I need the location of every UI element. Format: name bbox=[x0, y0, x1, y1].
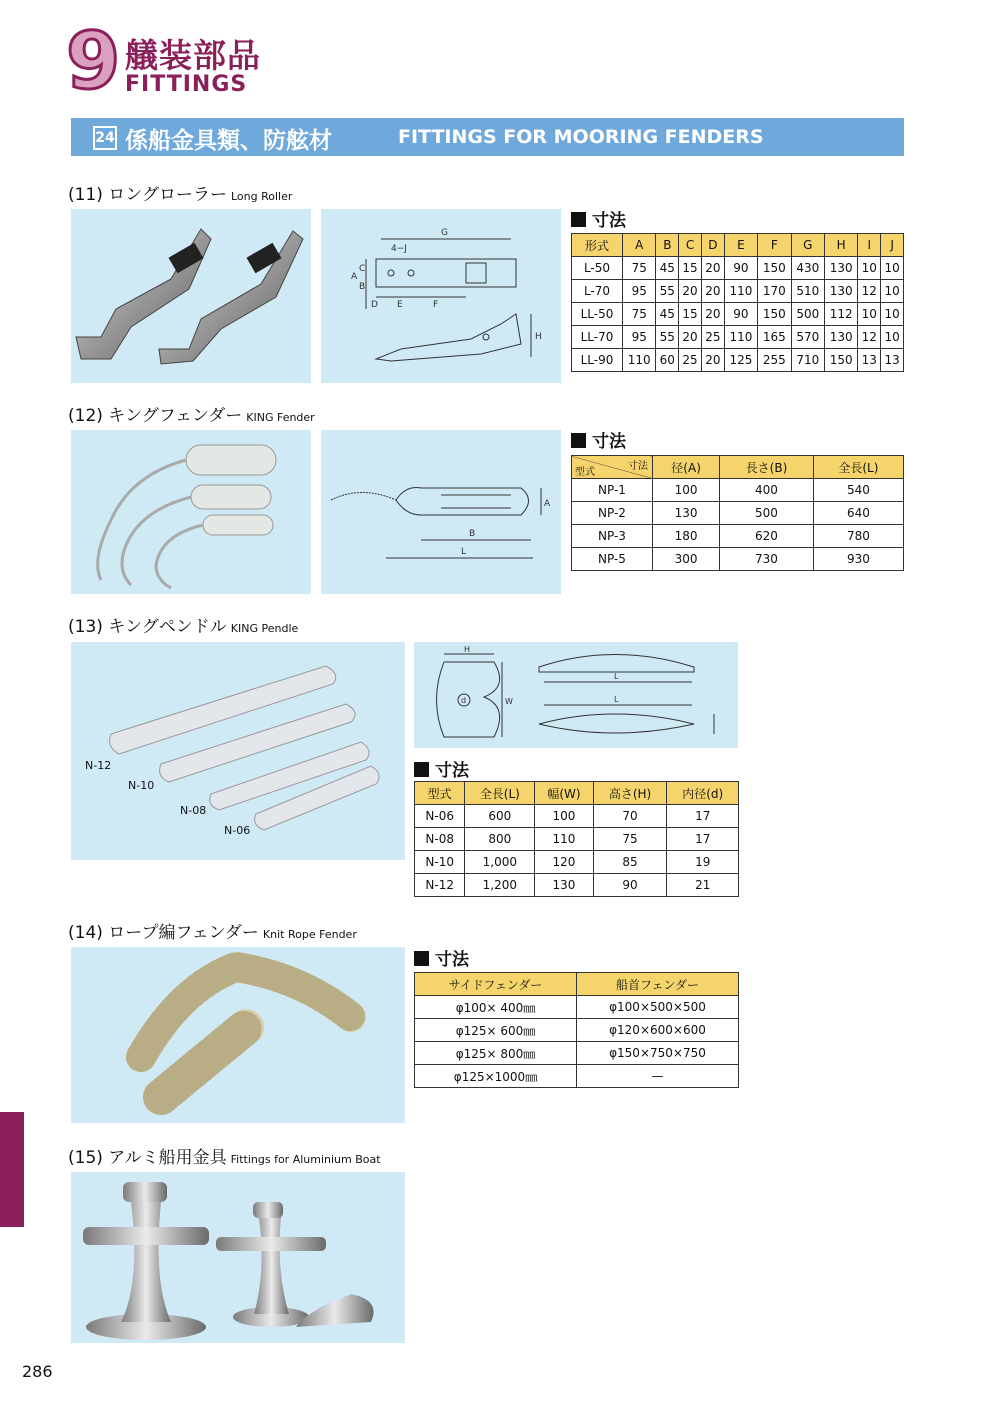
table-cell: 21 bbox=[667, 874, 739, 897]
table-cell: φ120×600×600 bbox=[577, 1019, 739, 1042]
chapter-margin-tab bbox=[0, 1112, 24, 1227]
chapter-title-en: FITTINGS bbox=[125, 72, 248, 97]
table-cell: 95 bbox=[623, 280, 656, 303]
table-cell: 17 bbox=[667, 805, 739, 828]
table-cell: 10 bbox=[881, 303, 904, 326]
table-cell: 20 bbox=[701, 280, 724, 303]
table-cell: 長さ(B) bbox=[720, 456, 814, 479]
header-corner-cell: 寸法 型式 bbox=[572, 456, 653, 479]
table-row bbox=[415, 1065, 739, 1088]
long-roller-table bbox=[571, 233, 904, 372]
table-cell: φ125× 800㎜ bbox=[415, 1042, 577, 1065]
aluminium-fittings-photo bbox=[71, 1172, 405, 1343]
table-row bbox=[572, 502, 904, 525]
table-cell: 45 bbox=[656, 257, 679, 280]
table-row bbox=[415, 1042, 739, 1065]
table-cell: 95 bbox=[623, 326, 656, 349]
table-cell: N-10 bbox=[415, 851, 465, 874]
table-cell: 800 bbox=[465, 828, 535, 851]
table-cell: NP-5 bbox=[572, 548, 653, 571]
dim-label-b: B bbox=[469, 529, 476, 539]
table-cell: L-70 bbox=[572, 280, 623, 303]
dim-label-d: d bbox=[461, 696, 467, 705]
table-cell: I bbox=[858, 234, 881, 257]
dim-heading-label: 寸法 bbox=[592, 432, 626, 452]
chapter-title-jp: 艤装部品 bbox=[125, 36, 261, 75]
table-cell: 620 bbox=[720, 525, 814, 548]
dim-label-l: L bbox=[461, 547, 467, 557]
king-fender-image bbox=[71, 430, 311, 594]
table-cell: 110 bbox=[623, 349, 656, 372]
banner-title-jp: 係船金具類、防舷材 bbox=[125, 128, 332, 154]
table-cell: 10 bbox=[881, 280, 904, 303]
table-cell: 125 bbox=[724, 349, 757, 372]
table-cell: 300 bbox=[653, 548, 720, 571]
table-cell: F bbox=[758, 234, 791, 257]
table-cell: 55 bbox=[656, 280, 679, 303]
section-banner bbox=[71, 118, 904, 156]
long-roller-drawing bbox=[321, 209, 561, 383]
table-cell: 710 bbox=[791, 349, 824, 372]
king-fender-drawing bbox=[321, 430, 561, 594]
dim-label-h: H bbox=[464, 645, 471, 654]
dim-label-l-top: L bbox=[614, 672, 619, 681]
table-row bbox=[572, 326, 904, 349]
long-roller-photo bbox=[71, 209, 311, 383]
king-fender-diagram bbox=[321, 430, 561, 594]
table-cell: 高さ(H) bbox=[593, 782, 667, 805]
table-cell: NP-3 bbox=[572, 525, 653, 548]
banner-number: 24 bbox=[93, 126, 117, 150]
king-fender-photo bbox=[71, 430, 311, 594]
section-14-title-en: Knit Rope Fender bbox=[262, 928, 357, 941]
table-row bbox=[415, 805, 739, 828]
table-cell: 255 bbox=[758, 349, 791, 372]
section-12-title bbox=[68, 401, 315, 426]
table-cell: 17 bbox=[667, 828, 739, 851]
table-cell: サイドフェンダー bbox=[415, 973, 577, 996]
table-cell: 20 bbox=[679, 326, 702, 349]
table-cell: 112 bbox=[824, 303, 857, 326]
section-15-title bbox=[68, 1143, 381, 1168]
section-13-title-en: KING Pendle bbox=[230, 622, 299, 635]
table-cell: 165 bbox=[758, 326, 791, 349]
table-cell: 19 bbox=[667, 851, 739, 874]
dim-heading-11 bbox=[571, 206, 626, 231]
photo-label-n10: N-10 bbox=[128, 779, 155, 792]
table-cell: 20 bbox=[679, 280, 702, 303]
square-bullet-icon bbox=[414, 762, 429, 777]
table-header-row bbox=[572, 234, 904, 257]
table-cell: D bbox=[701, 234, 724, 257]
table-cell: 570 bbox=[791, 326, 824, 349]
dim-label-a: A bbox=[351, 272, 358, 282]
chapter-number: 9 bbox=[66, 17, 121, 107]
rope-fender-photo bbox=[71, 947, 405, 1123]
table-cell: 13 bbox=[881, 349, 904, 372]
table-cell: A bbox=[623, 234, 656, 257]
photo-label-n06: N-06 bbox=[224, 824, 251, 837]
table-cell: 15 bbox=[679, 257, 702, 280]
table-cell: 90 bbox=[593, 874, 667, 897]
table-cell: 100 bbox=[535, 805, 593, 828]
table-cell: 100 bbox=[653, 479, 720, 502]
section-12-title-jp: (12) キングフェンダー bbox=[68, 406, 243, 426]
table-cell: 20 bbox=[701, 303, 724, 326]
table-cell: 型式 bbox=[415, 782, 465, 805]
section-15-title-jp: (15) アルミ船用金具 bbox=[68, 1148, 227, 1168]
king-fender-table bbox=[571, 455, 904, 571]
dim-label-w: W bbox=[505, 697, 513, 706]
table-cell: 全長(L) bbox=[465, 782, 535, 805]
table-cell: C bbox=[679, 234, 702, 257]
section-14-title bbox=[68, 918, 357, 943]
table-cell: 600 bbox=[465, 805, 535, 828]
table-cell: 13 bbox=[858, 349, 881, 372]
section-11-title-en: Long Roller bbox=[230, 190, 293, 203]
table-cell: 180 bbox=[653, 525, 720, 548]
table-cell: 540 bbox=[813, 479, 903, 502]
table-cell: NP-2 bbox=[572, 502, 653, 525]
table-row bbox=[415, 996, 739, 1019]
table-cell: N-08 bbox=[415, 828, 465, 851]
table-cell: NP-1 bbox=[572, 479, 653, 502]
table-cell: 90 bbox=[724, 303, 757, 326]
table-cell: 500 bbox=[720, 502, 814, 525]
dim-label-f: F bbox=[433, 300, 439, 310]
dim-label-g: G bbox=[441, 228, 448, 238]
dim-label-d: D bbox=[371, 300, 378, 310]
table-cell: 110 bbox=[724, 280, 757, 303]
table-cell: 110 bbox=[724, 326, 757, 349]
table-row bbox=[572, 280, 904, 303]
section-12-title-en: KING Fender bbox=[246, 411, 315, 424]
table-cell: 150 bbox=[758, 257, 791, 280]
table-cell: 船首フェンダー bbox=[577, 973, 739, 996]
table-row bbox=[572, 349, 904, 372]
table-cell: 75 bbox=[593, 828, 667, 851]
table-cell: φ125× 600㎜ bbox=[415, 1019, 577, 1042]
table-cell: 85 bbox=[593, 851, 667, 874]
table-cell: 730 bbox=[720, 548, 814, 571]
long-roller-image bbox=[71, 209, 311, 383]
section-15-title-en: Fittings for Aluminium Boat bbox=[230, 1153, 381, 1166]
table-cell: 170 bbox=[758, 280, 791, 303]
table-row bbox=[415, 1019, 739, 1042]
dim-heading-label: 寸法 bbox=[592, 211, 626, 231]
table-cell: 10 bbox=[858, 257, 881, 280]
table-cell: E bbox=[724, 234, 757, 257]
table-cell: 内径(d) bbox=[667, 782, 739, 805]
section-14-title-jp: (14) ロープ編フェンダー bbox=[68, 923, 259, 943]
table-row bbox=[415, 851, 739, 874]
dim-label-b: B bbox=[359, 282, 366, 292]
table-header-row bbox=[572, 456, 904, 479]
table-cell: N-12 bbox=[415, 874, 465, 897]
table-cell: 90 bbox=[724, 257, 757, 280]
table-row bbox=[572, 257, 904, 280]
table-cell: LL-70 bbox=[572, 326, 623, 349]
table-cell: 45 bbox=[656, 303, 679, 326]
dim-label-j: 4−J bbox=[391, 244, 407, 254]
table-row bbox=[572, 525, 904, 548]
section-13-title bbox=[68, 612, 298, 637]
page-number: 286 bbox=[22, 1362, 53, 1381]
table-cell: 130 bbox=[653, 502, 720, 525]
table-cell: 930 bbox=[813, 548, 903, 571]
table-cell: 10 bbox=[881, 326, 904, 349]
dim-label-l-bottom: L bbox=[614, 695, 619, 704]
dim-heading-label: 寸法 bbox=[435, 761, 469, 781]
table-cell: J bbox=[881, 234, 904, 257]
dim-heading-12 bbox=[571, 427, 626, 452]
table-cell: 130 bbox=[824, 280, 857, 303]
table-cell: 60 bbox=[656, 349, 679, 372]
table-cell: 780 bbox=[813, 525, 903, 548]
table-cell: 1,200 bbox=[465, 874, 535, 897]
square-bullet-icon bbox=[571, 212, 586, 227]
dim-label-c: C bbox=[359, 264, 366, 274]
table-cell: φ125×1000㎜ bbox=[415, 1065, 577, 1088]
table-cell: 55 bbox=[656, 326, 679, 349]
dim-heading-label: 寸法 bbox=[435, 950, 469, 970]
table-cell: 形式 bbox=[572, 234, 623, 257]
table-cell: 430 bbox=[791, 257, 824, 280]
table-cell: LL-50 bbox=[572, 303, 623, 326]
rope-fender-image bbox=[71, 947, 405, 1123]
table-cell: 75 bbox=[623, 303, 656, 326]
long-roller-diagram bbox=[321, 209, 561, 383]
table-cell: 150 bbox=[824, 349, 857, 372]
table-row bbox=[572, 303, 904, 326]
table-cell: 500 bbox=[791, 303, 824, 326]
table-cell: φ100× 400㎜ bbox=[415, 996, 577, 1019]
king-pendle-table bbox=[414, 781, 739, 897]
table-cell: 510 bbox=[791, 280, 824, 303]
table-cell: G bbox=[791, 234, 824, 257]
table-row bbox=[415, 828, 739, 851]
king-pendle-photo bbox=[71, 642, 405, 860]
table-cell: — bbox=[577, 1065, 739, 1088]
rope-fender-table bbox=[414, 972, 739, 1088]
square-bullet-icon bbox=[414, 951, 429, 966]
section-13-title-jp: (13) キングペンドル bbox=[68, 617, 227, 637]
table-cell: N-06 bbox=[415, 805, 465, 828]
table-cell: 全長(L) bbox=[813, 456, 903, 479]
square-bullet-icon bbox=[571, 433, 586, 448]
aluminium-fittings-image bbox=[71, 1172, 405, 1343]
table-cell: 130 bbox=[824, 326, 857, 349]
dim-heading-14 bbox=[414, 945, 469, 970]
table-cell: B bbox=[656, 234, 679, 257]
dim-label-h: H bbox=[535, 332, 542, 342]
dim-heading-13 bbox=[414, 756, 469, 781]
table-cell: 径(A) bbox=[653, 456, 720, 479]
table-cell: 70 bbox=[593, 805, 667, 828]
dim-label-e: E bbox=[397, 300, 403, 310]
table-cell: 10 bbox=[858, 303, 881, 326]
table-cell: 110 bbox=[535, 828, 593, 851]
photo-label-n08: N-08 bbox=[180, 804, 207, 817]
table-cell: 15 bbox=[679, 303, 702, 326]
table-cell: 20 bbox=[701, 257, 724, 280]
table-cell: 12 bbox=[858, 280, 881, 303]
table-cell: LL-90 bbox=[572, 349, 623, 372]
dim-label-a: A bbox=[544, 499, 551, 509]
king-pendle-diagram bbox=[414, 642, 738, 748]
table-cell: 25 bbox=[679, 349, 702, 372]
king-pendle-drawing bbox=[414, 642, 738, 748]
table-cell: 120 bbox=[535, 851, 593, 874]
table-cell: 20 bbox=[701, 349, 724, 372]
table-cell: 130 bbox=[824, 257, 857, 280]
table-cell: L-50 bbox=[572, 257, 623, 280]
table-cell: 12 bbox=[858, 326, 881, 349]
section-11-title bbox=[68, 180, 292, 205]
table-cell: φ100×500×500 bbox=[577, 996, 739, 1019]
table-header-row bbox=[415, 782, 739, 805]
table-cell: 640 bbox=[813, 502, 903, 525]
table-cell: 130 bbox=[535, 874, 593, 897]
table-header-row bbox=[415, 973, 739, 996]
table-row bbox=[572, 479, 904, 502]
table-cell: 幅(W) bbox=[535, 782, 593, 805]
photo-label-n12: N-12 bbox=[85, 759, 112, 772]
table-cell: 10 bbox=[881, 257, 904, 280]
section-11-title-jp: (11) ロングローラー bbox=[68, 185, 227, 205]
table-cell: 1,000 bbox=[465, 851, 535, 874]
table-cell: 400 bbox=[720, 479, 814, 502]
banner-title-en: FITTINGS FOR MOORING FENDERS bbox=[398, 126, 764, 148]
table-cell: 75 bbox=[623, 257, 656, 280]
table-row bbox=[572, 548, 904, 571]
table-cell: H bbox=[824, 234, 857, 257]
table-row bbox=[415, 874, 739, 897]
table-cell: 25 bbox=[701, 326, 724, 349]
table-cell: 150 bbox=[758, 303, 791, 326]
table-cell: φ150×750×750 bbox=[577, 1042, 739, 1065]
